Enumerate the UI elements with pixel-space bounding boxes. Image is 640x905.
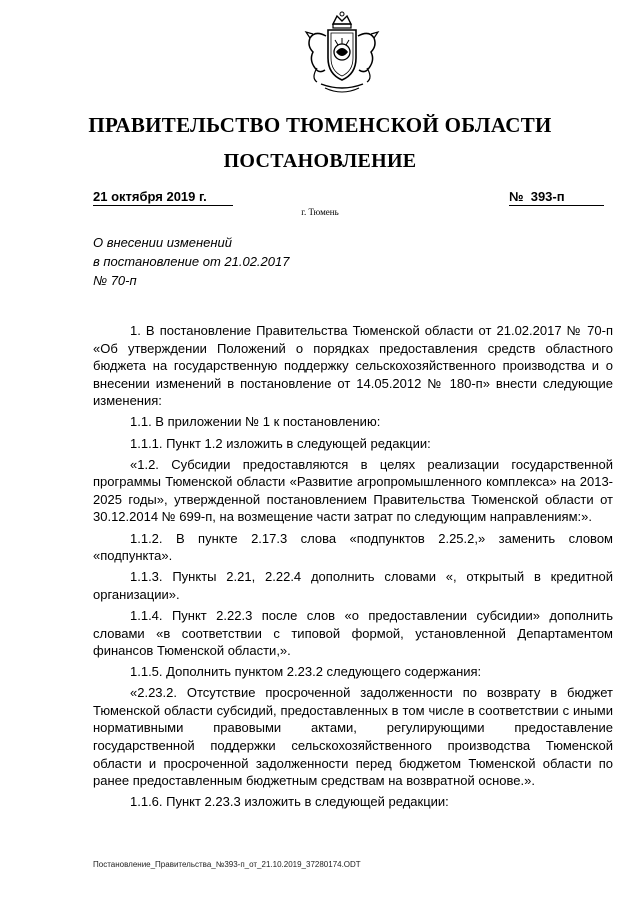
coat-of-arms-icon bbox=[295, 8, 389, 102]
document-number: № 393-п bbox=[509, 189, 604, 206]
body-paragraph: 1. В постановление Правительства Тюменской области от 21.02.2017 № 70-п «Об утверждении Положений о порядках предоставления средств областного бюджета на государственную поддержку сельскохозяйственного производства и о внесении изменений в постановление от 14.05.2012 № 180-п» внести следующие изменения: bbox=[93, 323, 613, 409]
document-subject bbox=[93, 233, 353, 290]
document-city: г. Тюмень bbox=[301, 207, 339, 217]
body-paragraph: 1.1.1. Пункт 1.2 изложить в следующей редакции: bbox=[130, 435, 431, 451]
document-body bbox=[93, 322, 613, 814]
body-paragraph: «1.2. Субсидии предоставляются в целях реализации государственной программы Тюменской области «Развитие агропромышленного комплекса» на 2013-2025 годы», утвержденной постановлением Правительства Тюменской области от 30.12.2014 № 699-п, на возмещение части затрат по следующим направлениям:». bbox=[93, 456, 613, 525]
footer-file-name: Постановление_Правительства_№393-п_от_21.10.2019_37280174.ODT bbox=[93, 860, 361, 869]
body-paragraph: 1.1.3. Пункты 2.21, 2.22.4 дополнить словами «, открытый в кредитной организации». bbox=[93, 569, 613, 602]
subject-line: в постановление от 21.02.2017 bbox=[93, 254, 290, 269]
body-paragraph: 1.1.2. В пункте 2.17.3 слова «подпунктов 2.25.2,» заменить словом «подпункта». bbox=[93, 530, 613, 564]
document-type-title: ПОСТАНОВЛЕНИЕ bbox=[223, 150, 417, 172]
body-paragraph: 1.1. В приложении № 1 к постановлению: bbox=[130, 414, 381, 430]
subject-line: О внесении изменений bbox=[93, 235, 232, 250]
body-paragraph: «2.23.2. Отсутствие просроченной задолженности по возврату в бюджет Тюменской области субсидий, предоставленных в том числе в соответствии с иными нормативными правовыми актами, регулирующими предоставление государственной поддержки сельскохозяйственного производства Тюменской области и просроченной задолженности перед бюджетом Тюменской области по ранее предоставленным бюджетным средствам на возвратной основе.». bbox=[93, 685, 613, 789]
body-paragraph: 1.1.5. Дополнить пунктом 2.23.2 следующего содержания: bbox=[130, 664, 482, 680]
subject-line: № 70-п bbox=[93, 273, 137, 288]
body-paragraph: 1.1.4. Пункт 2.22.3 после слов «о предоставлении субсидии» дополнить словами «в соответствии с типовой формой, установленной Департаментом финансов Тюменской области,». bbox=[93, 607, 613, 659]
body-paragraph: 1.1.6. Пункт 2.23.3 изложить в следующей редакции: bbox=[130, 794, 449, 810]
government-title: ПРАВИТЕЛЬСТВО ТЮМЕНСКОЙ ОБЛАСТИ bbox=[88, 113, 552, 137]
document-date: 21 октября 2019 г. bbox=[93, 189, 233, 206]
